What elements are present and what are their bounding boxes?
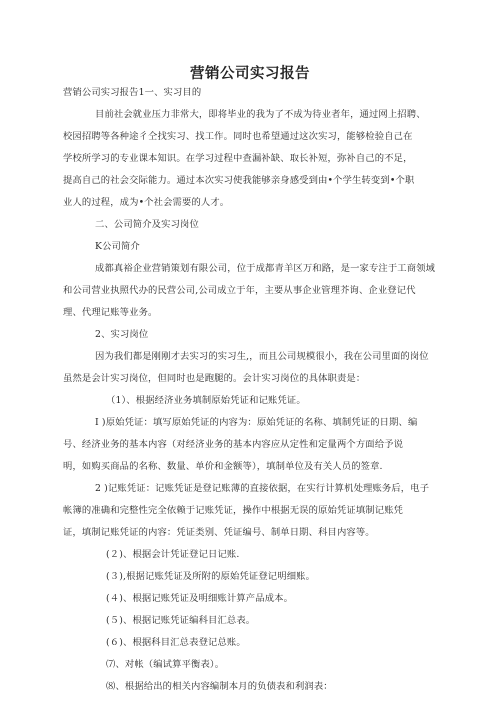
list-item: (６)、根据科目汇总表登记总账。 [106,637,246,648]
document-title: 营销公司实习报告 [190,66,310,82]
list-item: ⑻、根据给出的相关内容编制本月的负债表和利润表： [106,681,333,692]
paragraph-line: 证，填制记账凭证的内容：凭证类别、凭证编号、制单日期、科目内容等。 [63,527,375,538]
subsection-heading: 2、实习岗位 [95,329,149,340]
paragraph-line: 成都真裕企业营销策划有限公司，位于成都青羊区万和路，是一家专注于工商领域 [95,263,436,274]
paragraph-line: 帐簿的准确和完整性完全依赖于记账凭证，操作中根据无误的原始凭证填制记账凭 [63,505,404,516]
paragraph-line: 校园招聘等各种途彳仝找实习、找工作。同时也希望通过这次实习，能够检验自己在 [63,131,413,142]
paragraph-line: I )原始凭证：填写原始凭证的内容为：原始凭证的名称、填制凭证的日期、编 [95,417,418,428]
paragraph-line: 和公司营业执照代办的民营公司,公司成立于年，主要从事企业管理芥询、企业登记代 [63,285,416,296]
list-item: ⑺、对帐（编试算平衡表）。 [106,659,225,670]
paragraph-line: 理、代理记账等业务。 [63,307,158,318]
subsection-heading: K公司简介 [95,241,140,252]
paragraph-line: 提高自己的社会交际能力。通过本次实习使我能够亲身感受到由•个学生转变到•个职 [63,175,415,186]
paragraph-line: 明，如购买商品的名称、数量、单价和金额等），填制单位及有关人员的签章. [63,461,383,472]
list-item: (５)、根据记账凭证编科目汇总表。 [106,615,256,626]
paragraph-line: 学校所学习的专业课本知识。在学习过程中查漏补缺、取长补短，弥补自己的不足， [63,153,413,164]
paragraph-line: 号、经济业务的基本内容（对经济业务的基本内容应从定性和定量两个方面给予说 [63,439,404,450]
list-item: (２)、根据会计凭证登记日记账. [106,549,240,560]
paragraph-line: 2 )记账凭证：记账凭证是登记账薄的直接依据，在实行计算机处理账务后，电子 [95,483,430,494]
section-heading: 二、公司简介及实习岗位 [95,219,199,230]
paragraph-line: 营销公司实习报告1一、实习目的 [63,87,202,98]
paragraph-line: 目前社会就业压力非常大，即将毕业的我为了不成为待业者年，通过网上招聘、 [95,109,426,120]
list-item: (３),根据记账凭证及所附的原始凭证登记明细账。 [106,571,316,582]
paragraph-line: 因为我们都是刚刚才去实习的实习生,，而且公司规模很小，我在公司里面的岗位 [95,351,429,362]
list-item: (４)、根据记账凭证及明细账计算产品成本。 [106,593,294,604]
paragraph-line: 虽然是会计实习岗位，但同时也是跑腿的。会计实习岗位的具体职责是： [63,373,366,384]
list-item: （1）、根据经济业务填制原始凭证和记账凭证。 [106,395,306,406]
paragraph-line: 业人的过程，成为•个社会需要的人才。 [63,197,230,208]
